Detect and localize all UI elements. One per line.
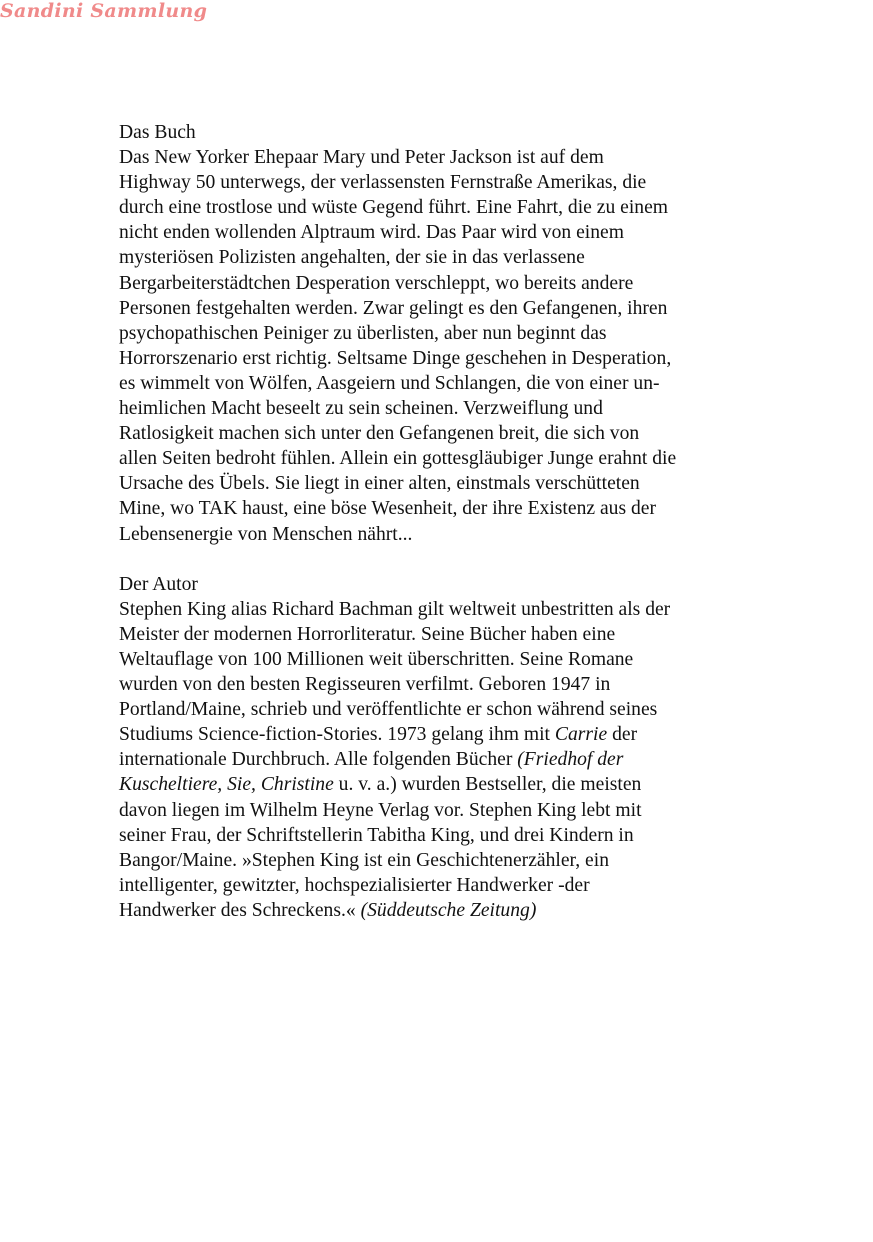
text-line bbox=[119, 772, 759, 797]
buch-paragraph bbox=[119, 145, 759, 547]
text-fragment: internationale Durchbruch. Alle folgenden Bücher bbox=[119, 749, 518, 771]
text-line: heimlichen Macht beseelt zu sein scheinen. Verzweiflung und bbox=[119, 398, 603, 420]
text-line: Lebensenergie von Menschen nährt... bbox=[119, 523, 413, 545]
text-line: nicht enden wollenden Alptraum wird. Das Paar wird von einem bbox=[119, 222, 624, 244]
text-fragment: u. v. a.) wurden Bestseller, die meisten bbox=[333, 774, 642, 796]
text-line: Das New Yorker Ehepaar Mary und Peter Jackson ist auf dem bbox=[119, 147, 604, 169]
text-line: davon liegen im Wilhelm Heyne Verlag vor. Stephen King lebt mit bbox=[119, 799, 642, 821]
book-title-list: (Friedhof der bbox=[517, 749, 624, 771]
text-line: durch eine trostlose und wüste Gegend führt. Eine Fahrt, die zu einem bbox=[119, 197, 669, 219]
watermark-text: Sandini Sammlung bbox=[0, 0, 208, 22]
document-body bbox=[119, 120, 759, 923]
text-line: mysteriösen Polizisten angehalten, der sie in das verlassene bbox=[119, 247, 585, 269]
paragraph-spacer bbox=[119, 547, 759, 572]
text-fragment: Handwerker des Schreckens.« bbox=[119, 899, 361, 921]
book-title-carrie: Carrie bbox=[554, 724, 608, 746]
section-heading-buch: Das Buch bbox=[119, 122, 196, 143]
autor-paragraph bbox=[119, 597, 759, 923]
text-line: wurden von den besten Regisseuren verfilmt. Geboren 1947 in bbox=[119, 674, 611, 696]
text-line: intelligenter, gewitzter, hochspezialisierter Handwerker -der bbox=[119, 874, 590, 896]
text-line: Ratlosigkeit machen sich unter den Gefangenen breit, die sich von bbox=[119, 423, 640, 445]
text-line: Bangor/Maine. »Stephen King ist ein Geschichtenerzähler, ein bbox=[119, 849, 609, 871]
quote-source: (Süddeutsche Zeitung) bbox=[360, 899, 537, 921]
text-line: Horrorszenario erst richtig. Seltsame Dinge geschehen in Desperation, bbox=[119, 347, 672, 369]
text-line: Highway 50 unterwegs, der verlassensten Fernstraße Amerikas, die bbox=[119, 172, 647, 194]
text-line: Mine, wo TAK haust, eine böse Wesenheit, der ihre Existenz aus der bbox=[119, 498, 656, 520]
text-line bbox=[119, 747, 759, 772]
text-line bbox=[119, 898, 759, 923]
text-line: seiner Frau, der Schriftstellerin Tabitha King, und drei Kindern in bbox=[119, 824, 634, 846]
text-line: Stephen King alias Richard Bachman gilt weltweit unbestritten als der bbox=[119, 598, 671, 620]
text-line: Meister der modernen Horrorliteratur. Seine Bücher haben eine bbox=[119, 623, 616, 645]
book-title-list: Kuscheltiere, Sie, Christine bbox=[119, 774, 334, 796]
text-line: psychopathischen Peiniger zu überlisten, aber nun beginnt das bbox=[119, 322, 607, 344]
text-line: Ursache des Übels. Sie liegt in einer alten, einstmals verschütteten bbox=[119, 473, 640, 495]
text-line: Portland/Maine, schrieb und veröffentlichte er schon während seines bbox=[119, 699, 658, 721]
text-line: Personen festgehalten werden. Zwar gelingt es den Gefangenen, ihren bbox=[119, 297, 668, 319]
text-fragment: Studiums Science-fiction-Stories. 1973 gelang ihm mit bbox=[119, 724, 555, 746]
text-fragment: der bbox=[607, 724, 638, 746]
text-line: allen Seiten bedroht fühlen. Allein ein gottesgläubiger Junge erahnt die bbox=[119, 448, 677, 470]
text-line bbox=[119, 722, 759, 747]
section-heading-autor: Der Autor bbox=[119, 573, 198, 595]
text-line: es wimmelt von Wölfen, Aasgeiern und Schlangen, die von einer un- bbox=[119, 372, 660, 394]
text-line: Bergarbeiterstädtchen Desperation verschleppt, wo bereits andere bbox=[119, 272, 634, 294]
text-line: Weltauflage von 100 Millionen weit überschritten. Seine Romane bbox=[119, 648, 634, 670]
